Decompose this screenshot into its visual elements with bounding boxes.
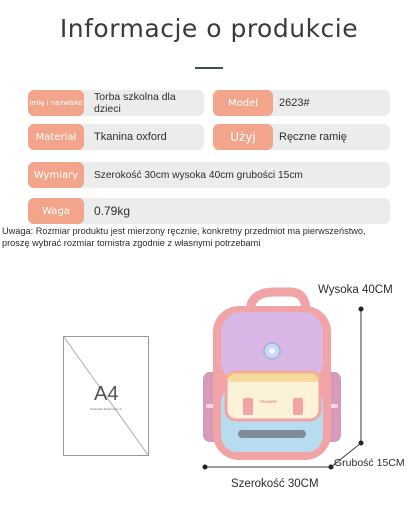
page-title: Informacje o produkcie — [59, 14, 359, 43]
spec-label-use: Użyj — [213, 124, 273, 150]
spec-value-model: 2623# — [279, 97, 310, 109]
size-note: Uwaga: Rozmiar produktu jest mierzony ręcznie, konkretny przedmiot ma pierwszeństwo, proszę wybrać rozmiar tornistra zgodnie z własnymi potrzebami — [2, 226, 366, 248]
thickness-label: Grubość 15CM — [334, 457, 405, 469]
bag-brand-text: TRAINER — [259, 399, 277, 404]
a4-label: A4 — [94, 383, 119, 405]
spec-label-name: Imię i nazwisko — [28, 90, 84, 116]
left-buckle — [243, 398, 253, 415]
bottom-zip — [238, 430, 306, 438]
spec-label-weight: Waga — [28, 198, 84, 224]
height-label: Wysoka 40CM — [318, 284, 393, 296]
spec-label-dimensions: Wymiary — [28, 162, 84, 188]
spec-value-dimensions: Szerokość 30cm wysoka 40cm grubości 15cm — [94, 169, 303, 181]
right-buckle — [293, 398, 303, 415]
spec-label-material: Materiał — [28, 124, 84, 150]
width-label: Szerokość 30CM — [231, 478, 319, 490]
spec-value-weight: 0.79kg — [94, 204, 131, 218]
spec-value-name: Torba szkolna dla dzieci — [94, 91, 176, 115]
spec-value-material: Tkanina oxford — [94, 131, 167, 143]
a4-small-text: Kontrast Z(sample) A — [90, 407, 122, 411]
spec-value-use: Ręczne ramię — [279, 131, 347, 143]
spec-label-model: Model — [213, 90, 273, 116]
